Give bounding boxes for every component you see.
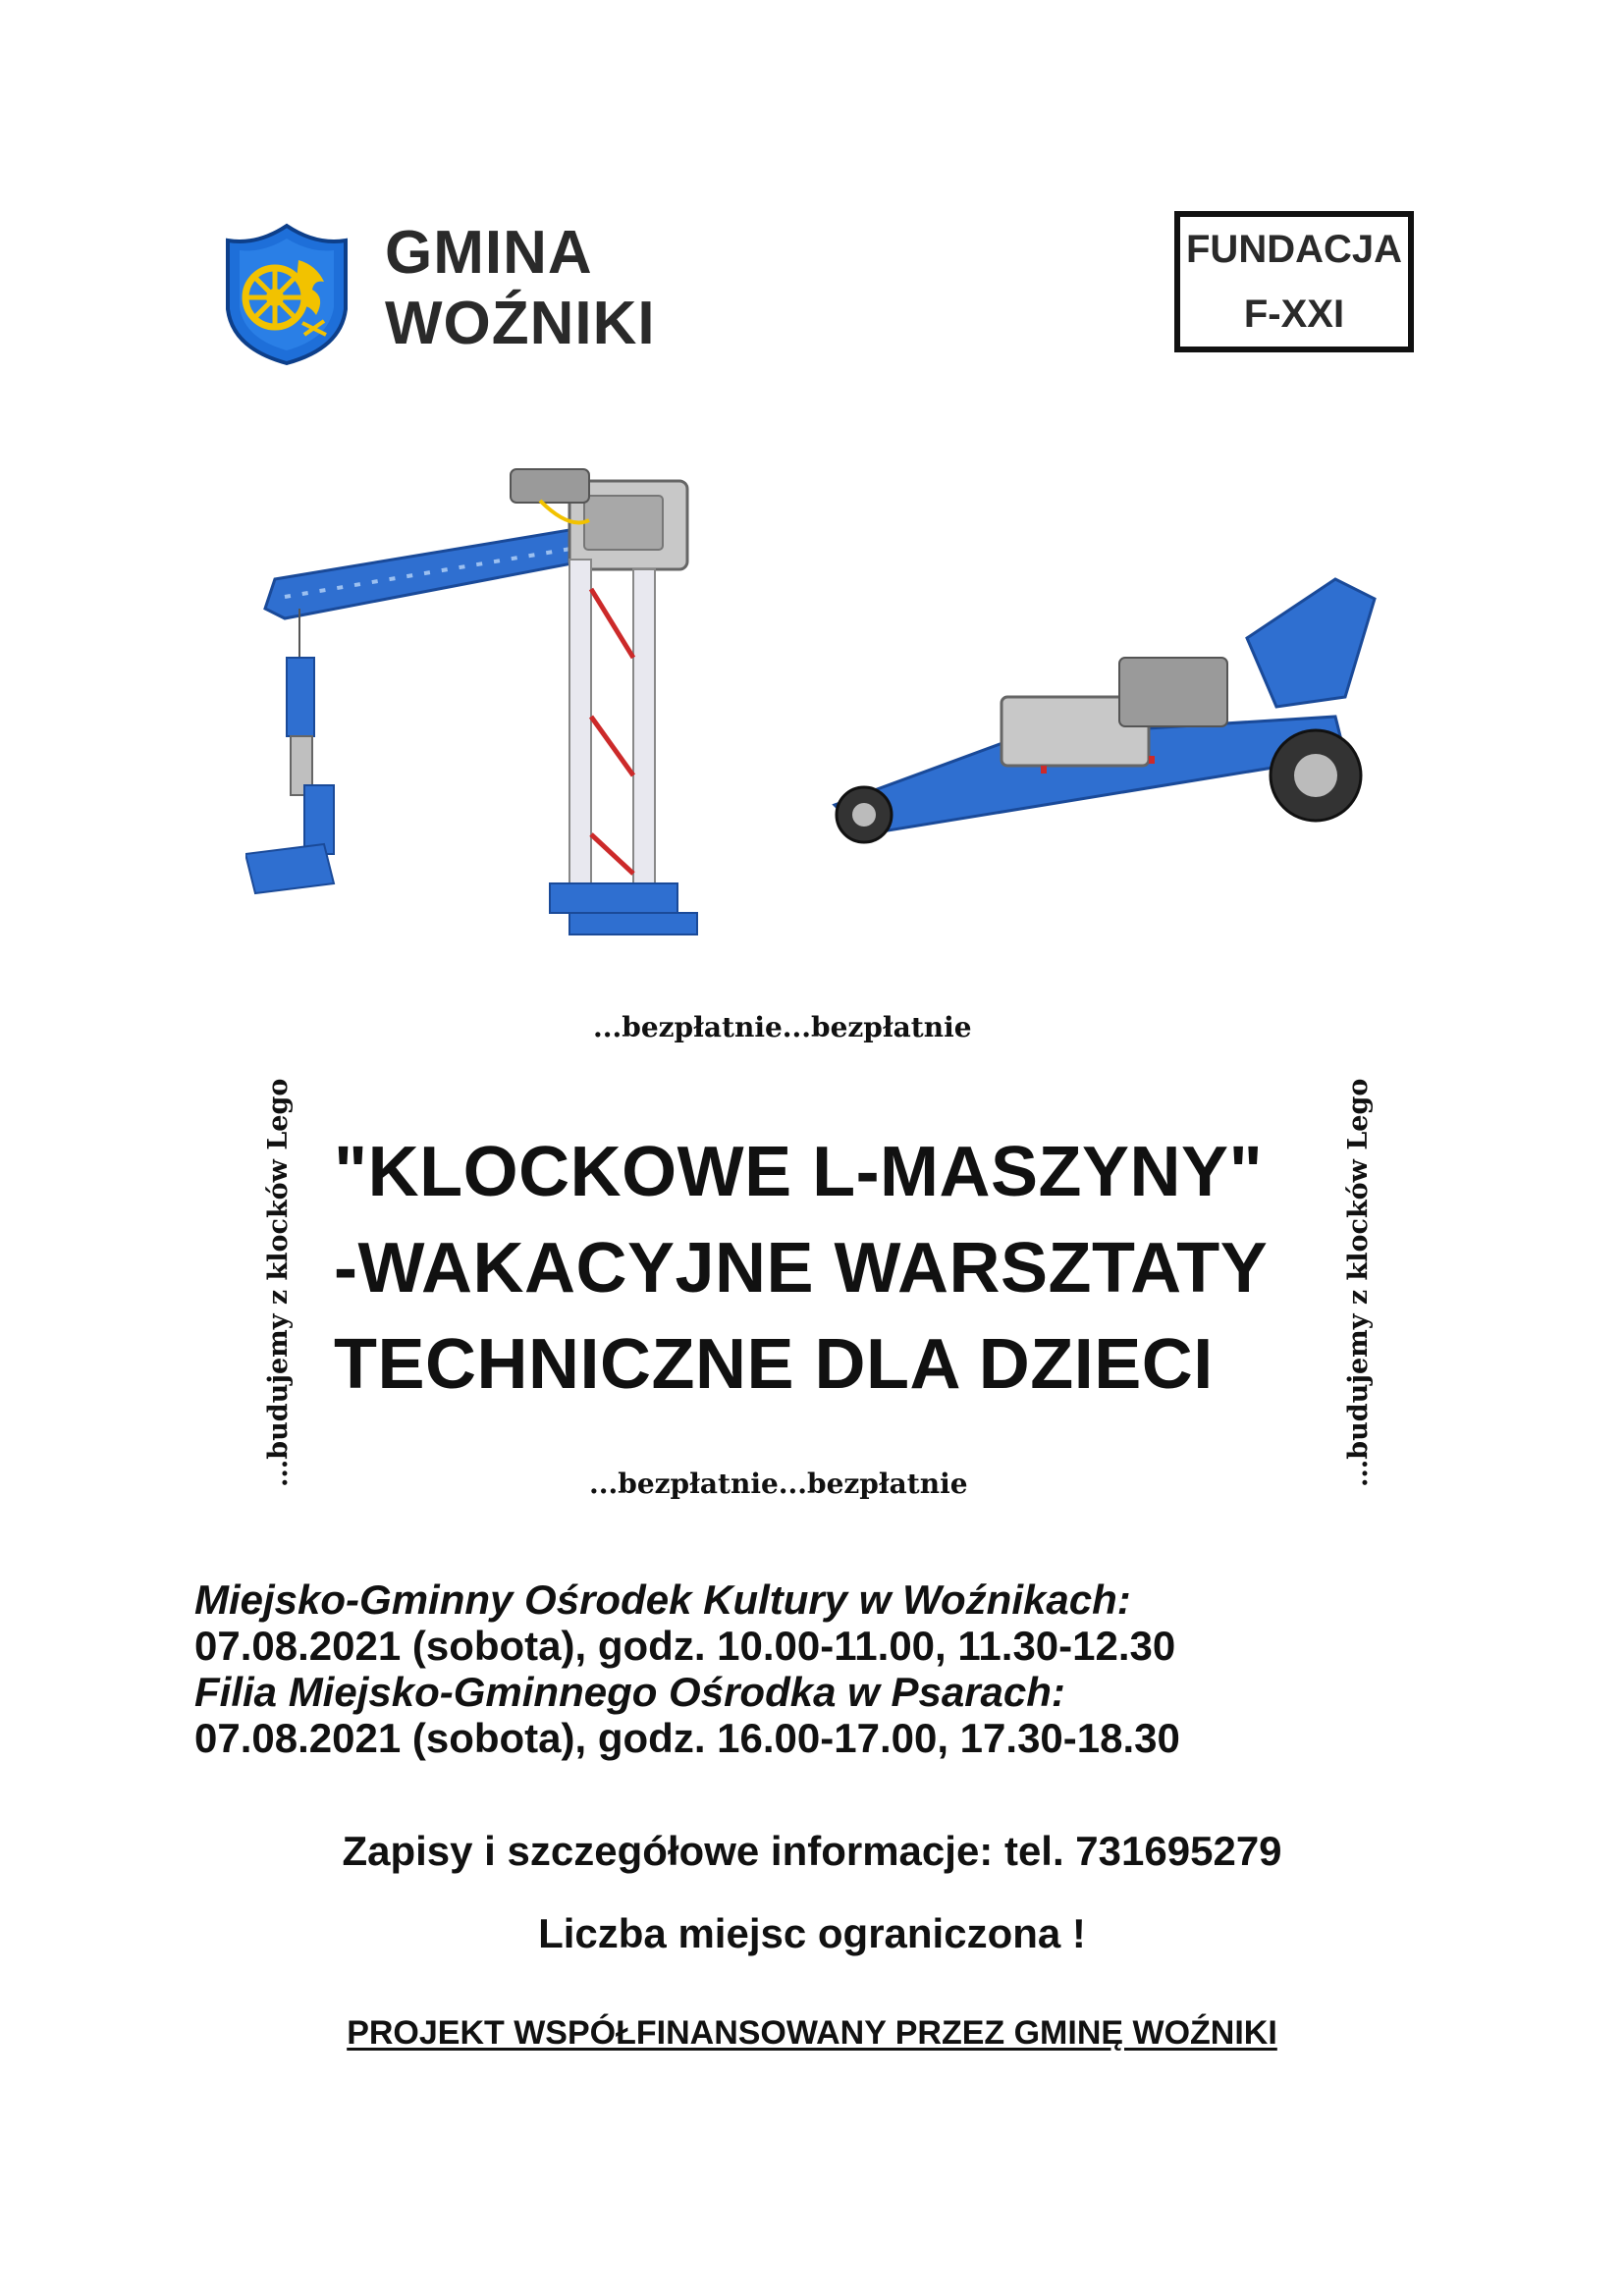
date-2: 07.08.2021 (sobota), godz. 16.00-17.00, 17.30-18.30 bbox=[194, 1715, 1180, 1761]
headline-line-1: "KLOCKOWE L-MASZYNY" bbox=[334, 1133, 1264, 1211]
lego-crane-image bbox=[245, 461, 795, 942]
project-funding-note: PROJEKT WSPÓŁFINANSOWANY PRZEZ GMINĘ WOŹNIKI bbox=[347, 2014, 1277, 2052]
event-details bbox=[194, 1576, 1373, 1761]
headline-line-2: -WAKACYJNE WARSZTATY bbox=[334, 1229, 1269, 1308]
side-text-right: ...budujemy z klocków Lego bbox=[1343, 1078, 1374, 1487]
headline-line-3: TECHNICZNE DLA DZIECI bbox=[334, 1325, 1214, 1404]
gmina-name bbox=[385, 218, 656, 359]
registration-info: Zapisy i szczegółowe informacje: tel. 731695279 bbox=[342, 1828, 1282, 1874]
free-tagline-bottom: ...bezpłatnie...bezpłatnie bbox=[589, 1468, 968, 1500]
fundacja-logo-box bbox=[1174, 211, 1414, 352]
fundacja-line-1: FUNDACJA bbox=[1186, 228, 1402, 271]
venue-1: Miejsko-Gminny Ośrodek Kultury w Woźnikach: bbox=[194, 1576, 1131, 1623]
date-1: 07.08.2021 (sobota), godz. 10.00-11.00, 11.30-12.30 bbox=[194, 1623, 1176, 1669]
headline bbox=[334, 1124, 1316, 1413]
side-text-left: ...budujemy z klocków Lego bbox=[263, 1078, 294, 1487]
gmina-line-2: WOŹNIKI bbox=[385, 290, 656, 357]
lego-dragster-image bbox=[825, 569, 1384, 864]
gmina-line-1: GMINA bbox=[385, 219, 593, 287]
free-tagline-top: ...bezpłatnie...bezpłatnie bbox=[593, 1011, 972, 1043]
venue-2: Filia Miejsko-Gminnego Ośrodka w Psarach: bbox=[194, 1669, 1065, 1715]
limited-places: Liczba miejsc ograniczona ! bbox=[538, 1910, 1086, 1956]
gmina-coat-of-arms bbox=[218, 221, 355, 368]
fundacja-line-2: F-XXI bbox=[1243, 293, 1345, 336]
